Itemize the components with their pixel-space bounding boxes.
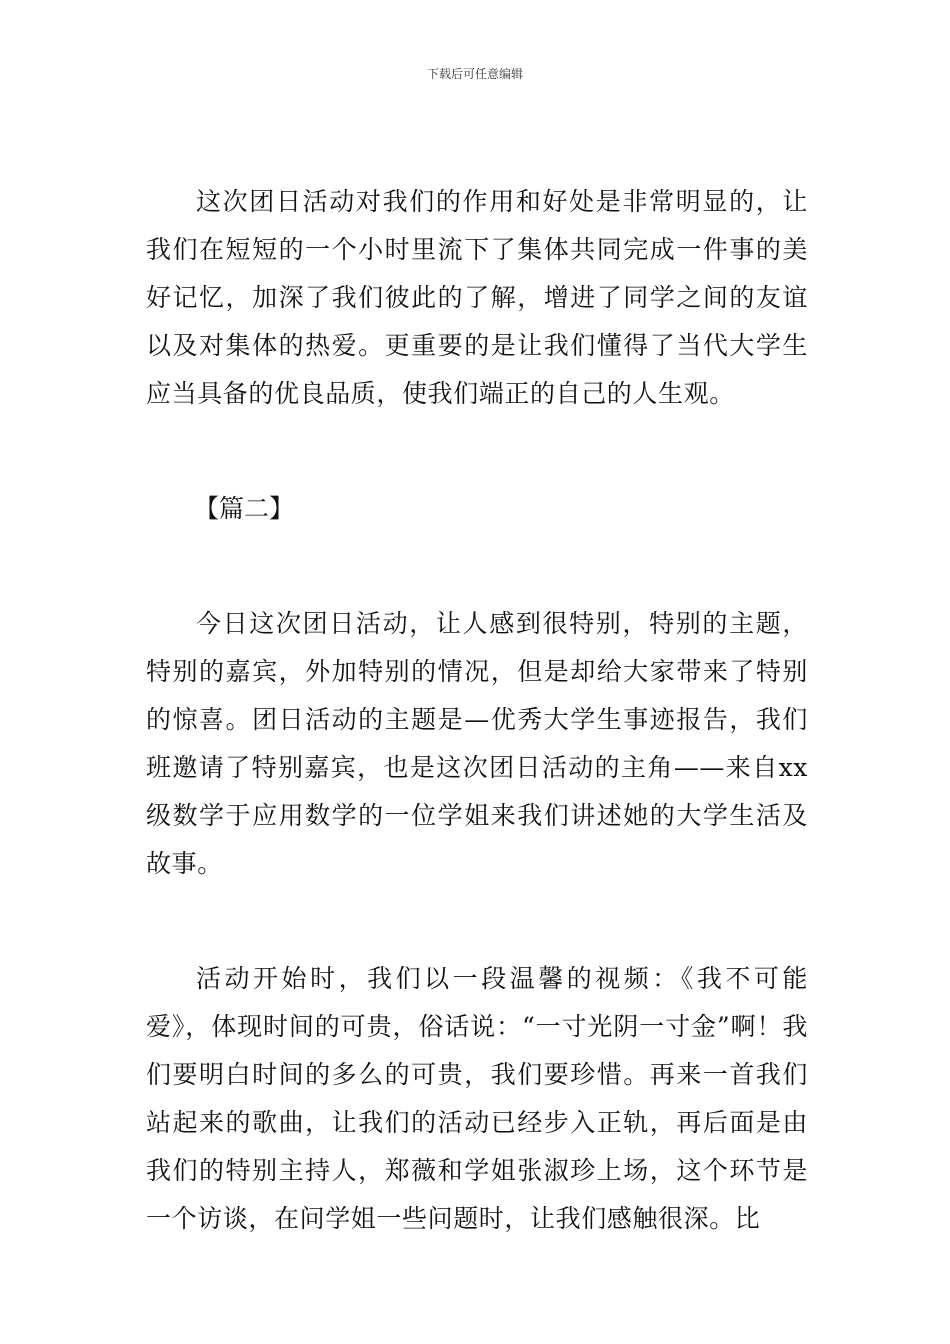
paragraph-1: 这次团日活动对我们的作用和好处是非常明显的，让我们在短短的一个小时里流下了集体共同完成一件事的美好记忆，加深了我们彼此的了解，增进了同学之间的友谊以及对集体的热爱。更重要的是让我们懂得了当代大学生应当具备的优良品质，使我们端正的自己的人生观。 <box>146 187 808 408</box>
header-note: 下载后可任意编辑 <box>426 67 523 81</box>
paragraph-3: 活动开始时，我们以一段温馨的视频：《我不可能爱》，体现时间的可贵，俗话说：“一寸光阴一寸金”啊！我们要明白时间的多么的可贵，我们要珍惜。再来一首我们站起来的歌曲，让我们的活动已经步入正轨，再后面是由我们的特别主持人，郑薇和学姐张淑珍上场，这个环节是一个访谈，在问学姐一些问题时，让我们感触很深。比 <box>146 964 808 1233</box>
document-body <box>146 178 808 1243</box>
section-title: 【篇二】 <box>194 494 295 523</box>
paragraph-2: 今日这次团日活动，让人感到很特别，特别的主题，特别的嘉宾，外加特别的情况，但是却给大家带来了特别的惊喜。团日活动的主题是—优秀大学生事迹报告，我们班邀请了特别嘉宾，也是这次团日活动的主角——来自xx级数学于应用数学的一位学姐来我们讲述她的大学生活及故事。 <box>146 609 808 878</box>
